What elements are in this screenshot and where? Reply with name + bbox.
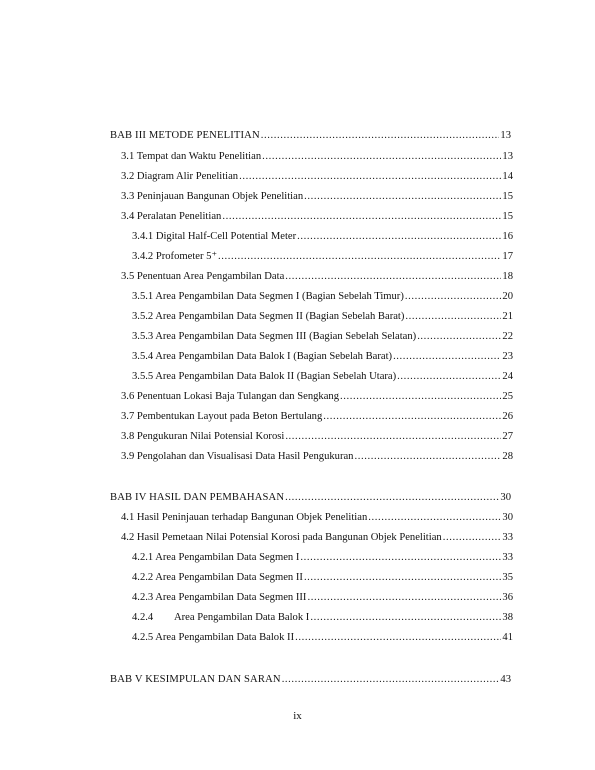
dot-leader	[239, 170, 501, 183]
toc-chapter-bab-iv[interactable]	[110, 491, 511, 504]
toc-page-number: 33	[502, 532, 513, 543]
toc-entry-title: 3.5.1 Area Pengambilan Data Segmen I (Bagian Sebelah Timur)	[132, 291, 404, 302]
dot-leader	[285, 430, 501, 443]
toc-page-number: 13	[500, 130, 511, 141]
dot-leader	[340, 390, 501, 403]
toc-entry-title: 4.2 Hasil Pemetaan Nilai Potensial Korosi pada Bangunan Objek Penelitian	[121, 532, 442, 543]
toc-page-number: 36	[502, 592, 513, 603]
toc-page-number: 16	[502, 231, 513, 242]
dot-leader	[282, 673, 500, 686]
toc-page-number: 27	[502, 431, 513, 442]
toc-page-number: 13	[502, 151, 513, 162]
toc-entry-title: 3.5.4 Area Pengambilan Data Balok I (Bagian Sebelah Barat)	[132, 351, 393, 362]
dot-leader	[261, 129, 500, 142]
dot-leader	[323, 410, 501, 423]
dot-leader	[304, 190, 501, 203]
dot-leader	[262, 150, 501, 163]
dot-leader	[393, 350, 501, 363]
dot-leader	[368, 511, 501, 524]
toc-entry-title: 4.2.5 Area Pengambilan Data Balok II	[132, 632, 295, 643]
toc-page-number: 30	[500, 492, 511, 503]
toc-entry-3-8[interactable]	[121, 430, 513, 443]
toc-entry-3-5-4[interactable]	[132, 350, 513, 363]
toc-entry-number: 4.2.4	[132, 612, 154, 623]
toc-entry-3-4-1[interactable]	[132, 230, 513, 243]
toc-page-number: 30	[502, 512, 513, 523]
toc-page-number: 18	[502, 271, 513, 282]
toc-entry-title: 4.1 Hasil Peninjauan terhadap Bangunan Objek Penelitian	[121, 512, 368, 523]
toc-entry-title: 3.5.2 Area Pengambilan Data Segmen II (Bagian Sebelah Barat)	[132, 311, 405, 322]
toc-entry-3-9[interactable]	[121, 450, 513, 463]
toc-entry-title: 3.6 Penentuan Lokasi Baja Tulangan dan Sengkang	[121, 391, 340, 402]
toc-page-number: 41	[502, 632, 513, 643]
toc-entry-title: 3.4.2 Profometer 5⁺	[132, 251, 218, 262]
toc-entry-title: 3.5 Penentuan Area Pengambilan Data	[121, 271, 285, 282]
toc-page-number: 35	[502, 572, 513, 583]
toc-entry-title: 4.2.3 Area Pengambilan Data Segmen III	[132, 592, 307, 603]
toc-entry-3-1[interactable]	[121, 150, 513, 163]
toc-chapter-bab-v[interactable]	[110, 673, 511, 686]
toc-entry-3-3[interactable]	[121, 190, 513, 203]
toc-page-number: 21	[502, 311, 513, 322]
dot-leader	[307, 591, 501, 604]
toc-page-number: 33	[502, 552, 513, 563]
toc-entry-title: 3.5.3 Area Pengambilan Data Segmen III (Bagian Sebelah Selatan)	[132, 331, 417, 342]
toc-chapter-title: BAB III METODE PENELITIAN	[110, 130, 260, 141]
dot-leader	[304, 571, 501, 584]
toc-entry-4-2-2[interactable]	[132, 571, 513, 584]
toc-entry-title: Area Pengambilan Data Balok I	[174, 612, 310, 623]
toc-page-number: 26	[502, 411, 513, 422]
toc-chapter-bab-iii[interactable]	[110, 129, 511, 142]
dot-leader	[295, 631, 501, 644]
toc-entry-title: 3.4.1 Digital Half-Cell Potential Meter	[132, 231, 297, 242]
toc-entry-title: 3.9 Pengolahan dan Visualisasi Data Hasil Pengukuran	[121, 451, 354, 462]
toc-entry-title: 3.4 Peralatan Penelitian	[121, 211, 222, 222]
dot-leader	[405, 290, 502, 303]
toc-entry-4-2-5[interactable]	[132, 631, 513, 644]
toc-entry-3-5[interactable]	[121, 270, 513, 283]
toc-entry-title: 4.2.1 Area Pengambilan Data Segmen I	[132, 552, 300, 563]
toc-page-number: 25	[502, 391, 513, 402]
page-number: ix	[293, 710, 302, 722]
toc-page-number: 38	[502, 612, 513, 623]
toc-entry-title: 3.2 Diagram Alir Penelitian	[121, 171, 239, 182]
toc-entry-3-5-2[interactable]	[132, 310, 513, 323]
toc-page-number: 28	[502, 451, 513, 462]
toc-page-number: 20	[502, 291, 513, 302]
toc-page-number: 23	[502, 351, 513, 362]
toc-entry-3-5-3[interactable]	[132, 330, 513, 343]
toc-entry-4-1[interactable]	[121, 511, 513, 524]
dot-leader	[310, 611, 501, 624]
dot-leader	[397, 370, 501, 383]
toc-entry-4-2-1[interactable]	[132, 551, 513, 564]
toc-entry-title: 3.8 Pengukuran Nilai Potensial Korosi	[121, 431, 285, 442]
toc-entry-3-4[interactable]	[121, 210, 513, 223]
dot-leader	[405, 310, 501, 323]
toc-entry-3-5-5[interactable]	[132, 370, 513, 383]
toc-entry-3-2[interactable]	[121, 170, 513, 183]
dot-leader	[285, 491, 499, 504]
toc-entry-title: 3.5.5 Area Pengambilan Data Balok II (Bagian Sebelah Utara)	[132, 371, 397, 382]
dot-leader	[285, 270, 501, 283]
dot-leader	[300, 551, 501, 564]
toc-page-number: 15	[502, 211, 513, 222]
toc-chapter-title: BAB IV HASIL DAN PEMBAHASAN	[110, 492, 285, 503]
toc-page-number: 15	[502, 191, 513, 202]
toc-entry-3-4-2[interactable]	[132, 250, 513, 263]
toc-entry-3-7[interactable]	[121, 410, 513, 423]
toc-page-number: 43	[500, 674, 511, 685]
toc-entry-3-6[interactable]	[121, 390, 513, 403]
toc-chapter-title: BAB V KESIMPULAN DAN SARAN	[110, 674, 281, 685]
toc-page-number: 14	[502, 171, 513, 182]
dot-leader	[297, 230, 501, 243]
toc-entry-3-5-1[interactable]	[132, 290, 513, 303]
toc-entry-4-2[interactable]	[121, 531, 513, 544]
toc-entry-title: 3.1 Tempat dan Waktu Penelitian	[121, 151, 262, 162]
dot-leader	[354, 450, 501, 463]
toc-page-number: 17	[502, 251, 513, 262]
toc-page-number: 22	[502, 331, 513, 342]
toc-page-number: 24	[502, 371, 513, 382]
dot-leader	[417, 330, 501, 343]
toc-entry-title: 4.2.2 Area Pengambilan Data Segmen II	[132, 572, 303, 583]
toc-entry-title: 3.3 Peninjauan Bangunan Objek Penelitian	[121, 191, 304, 202]
toc-entry-title: 3.7 Pembentukan Layout pada Beton Bertulang	[121, 411, 323, 422]
toc-entry-4-2-4[interactable]	[132, 611, 513, 624]
dot-leader	[443, 531, 502, 544]
dot-leader	[218, 250, 501, 263]
toc-entry-4-2-3[interactable]	[132, 591, 513, 604]
dot-leader	[222, 210, 501, 223]
